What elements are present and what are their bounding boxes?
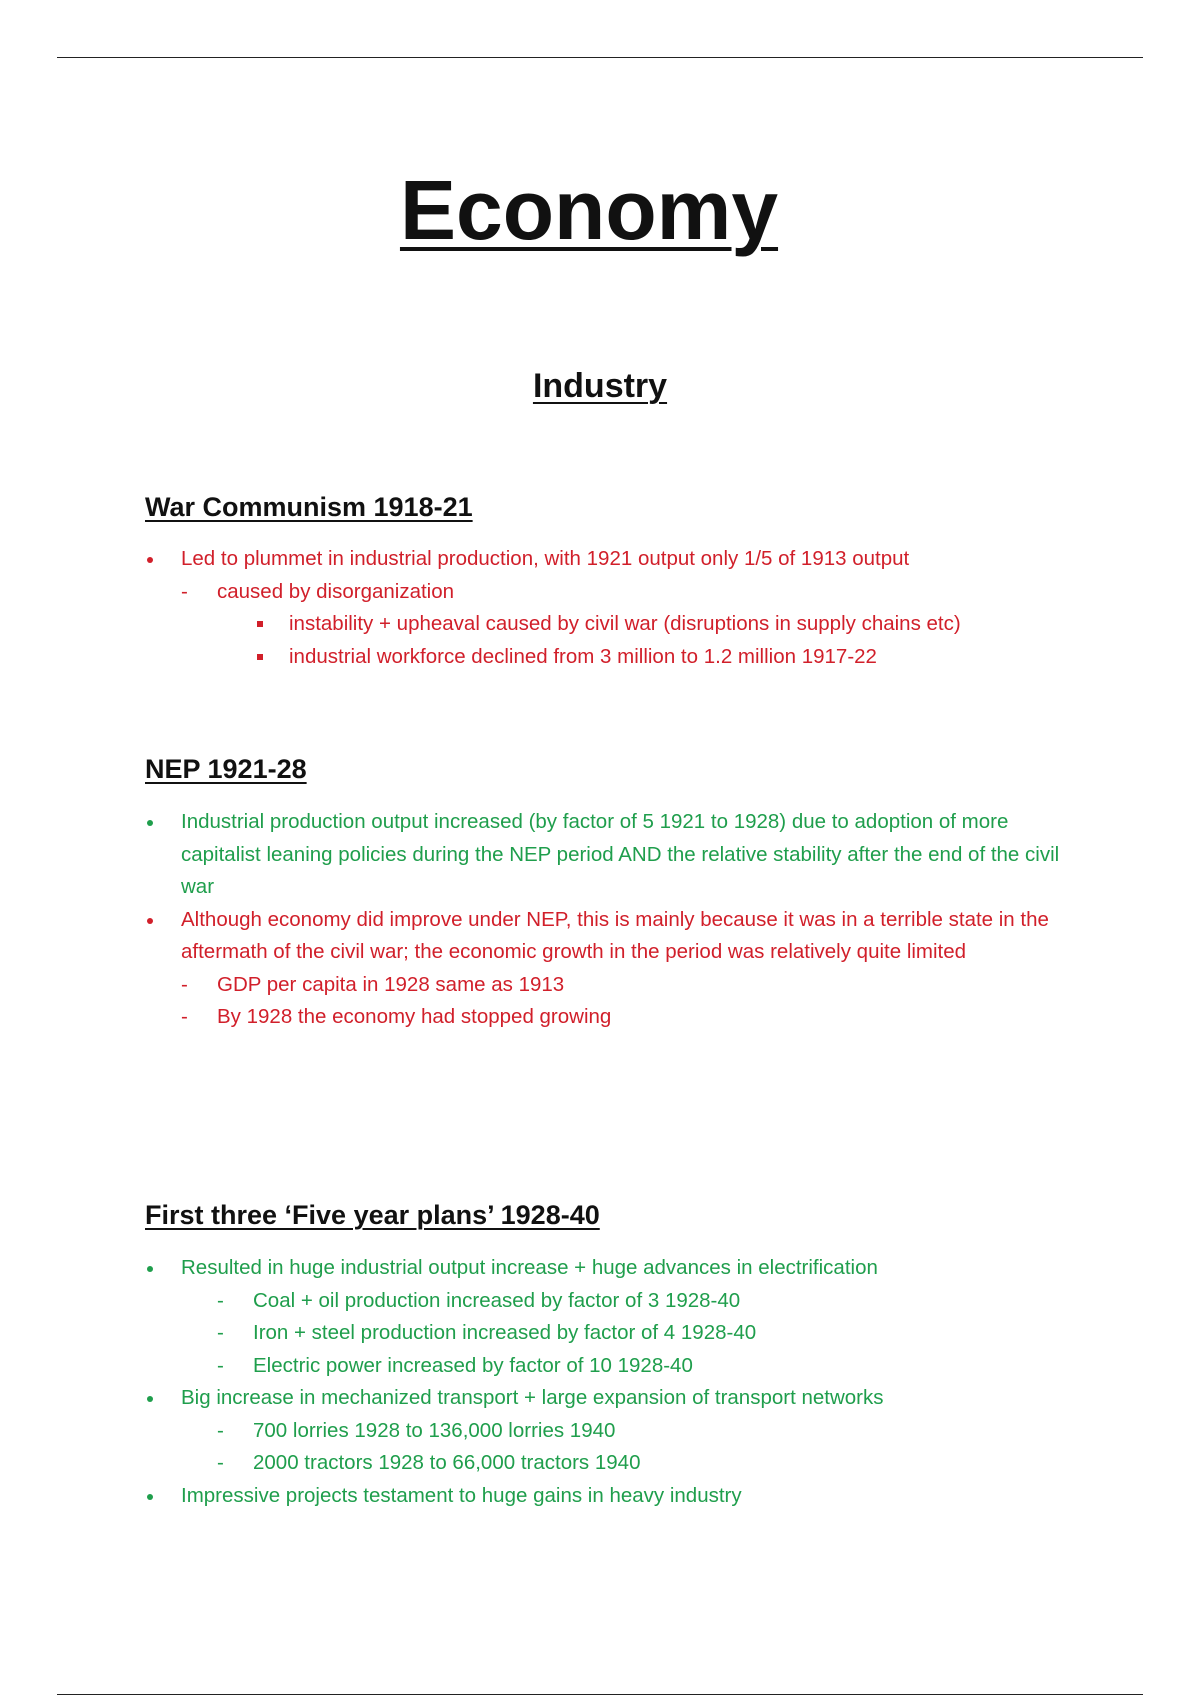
list-item: Impressive projects testament to huge gains in heavy industry [0,1480,1061,1513]
square-bullet-icon [257,621,263,627]
top-rule [57,57,1143,58]
bottom-rule [57,1694,1143,1695]
dash-icon: - [217,1321,224,1344]
list-item: - Iron + steel production increased by factor of 4 1928-40 [0,1317,1073,1350]
war-communism-list [0,543,1200,673]
war-communism-heading: War Communism 1918-21 [145,492,473,522]
bullet-icon [147,820,153,826]
list-item: - Electric power increased by factor of 10 1928-40 [0,1350,1073,1383]
dash-icon: - [217,1353,224,1377]
dash-icon: - [217,1418,224,1442]
bullet-icon [147,1494,153,1500]
dash-icon: - [217,1288,224,1312]
list-item: Industrial production output increased (by factor of 5 1921 to 1928) due to adoption of more capitalist leaning policies during the NEP period AND the relative stability after the end of the civil war [0,806,1061,904]
bullet-icon [147,557,153,563]
list-item: - Coal + oil production increased by factor of 3 1928-40 [0,1285,1073,1318]
list-item: industrial workforce declined from 3 million to 1.2 million 1917-22 [0,641,1089,674]
nep-heading: NEP 1921-28 [145,754,307,784]
bullet-icon [147,918,153,924]
dash-icon: - [181,579,188,603]
document-title: Economy [399,163,779,257]
list-item: - By 1928 the economy had stopped growing [0,1001,1057,1034]
list-item: - GDP per capita in 1928 same as 1913 [0,969,1057,1002]
list-item: instability + upheaval caused by civil war (disruptions in supply chains etc) [0,608,1089,641]
square-bullet-icon [257,654,263,660]
five-year-plans-heading: First three ‘Five year plans’ 1928-40 [145,1200,600,1230]
bullet-icon [147,1396,153,1402]
list-item: Big increase in mechanized transport + large expansion of transport networks [0,1382,1061,1415]
list-item: - caused by disorganization [0,576,1057,609]
nep-list [0,806,1200,1034]
list-item: Resulted in huge industrial output increase + huge advances in electrification [0,1252,1061,1285]
list-item: Led to plummet in industrial production, with 1921 output only 1/5 of 1913 output [0,543,1061,576]
dash-icon: - [217,1451,224,1474]
dash-icon: - [181,1005,188,1028]
dash-icon: - [181,972,188,996]
bullet-icon [147,1266,153,1272]
list-item: - 700 lorries 1928 to 136,000 lorries 1940 [0,1415,1073,1448]
list-item: Although economy did improve under NEP, this is mainly because it was in a terrible state in the aftermath of the civil war; the economic growth in the period was relatively quite limited [0,904,1061,969]
section-title: Industry [532,367,668,405]
list-item: - 2000 tractors 1928 to 66,000 tractors 1940 [0,1447,1073,1480]
five-year-plans-list [0,1252,1200,1512]
